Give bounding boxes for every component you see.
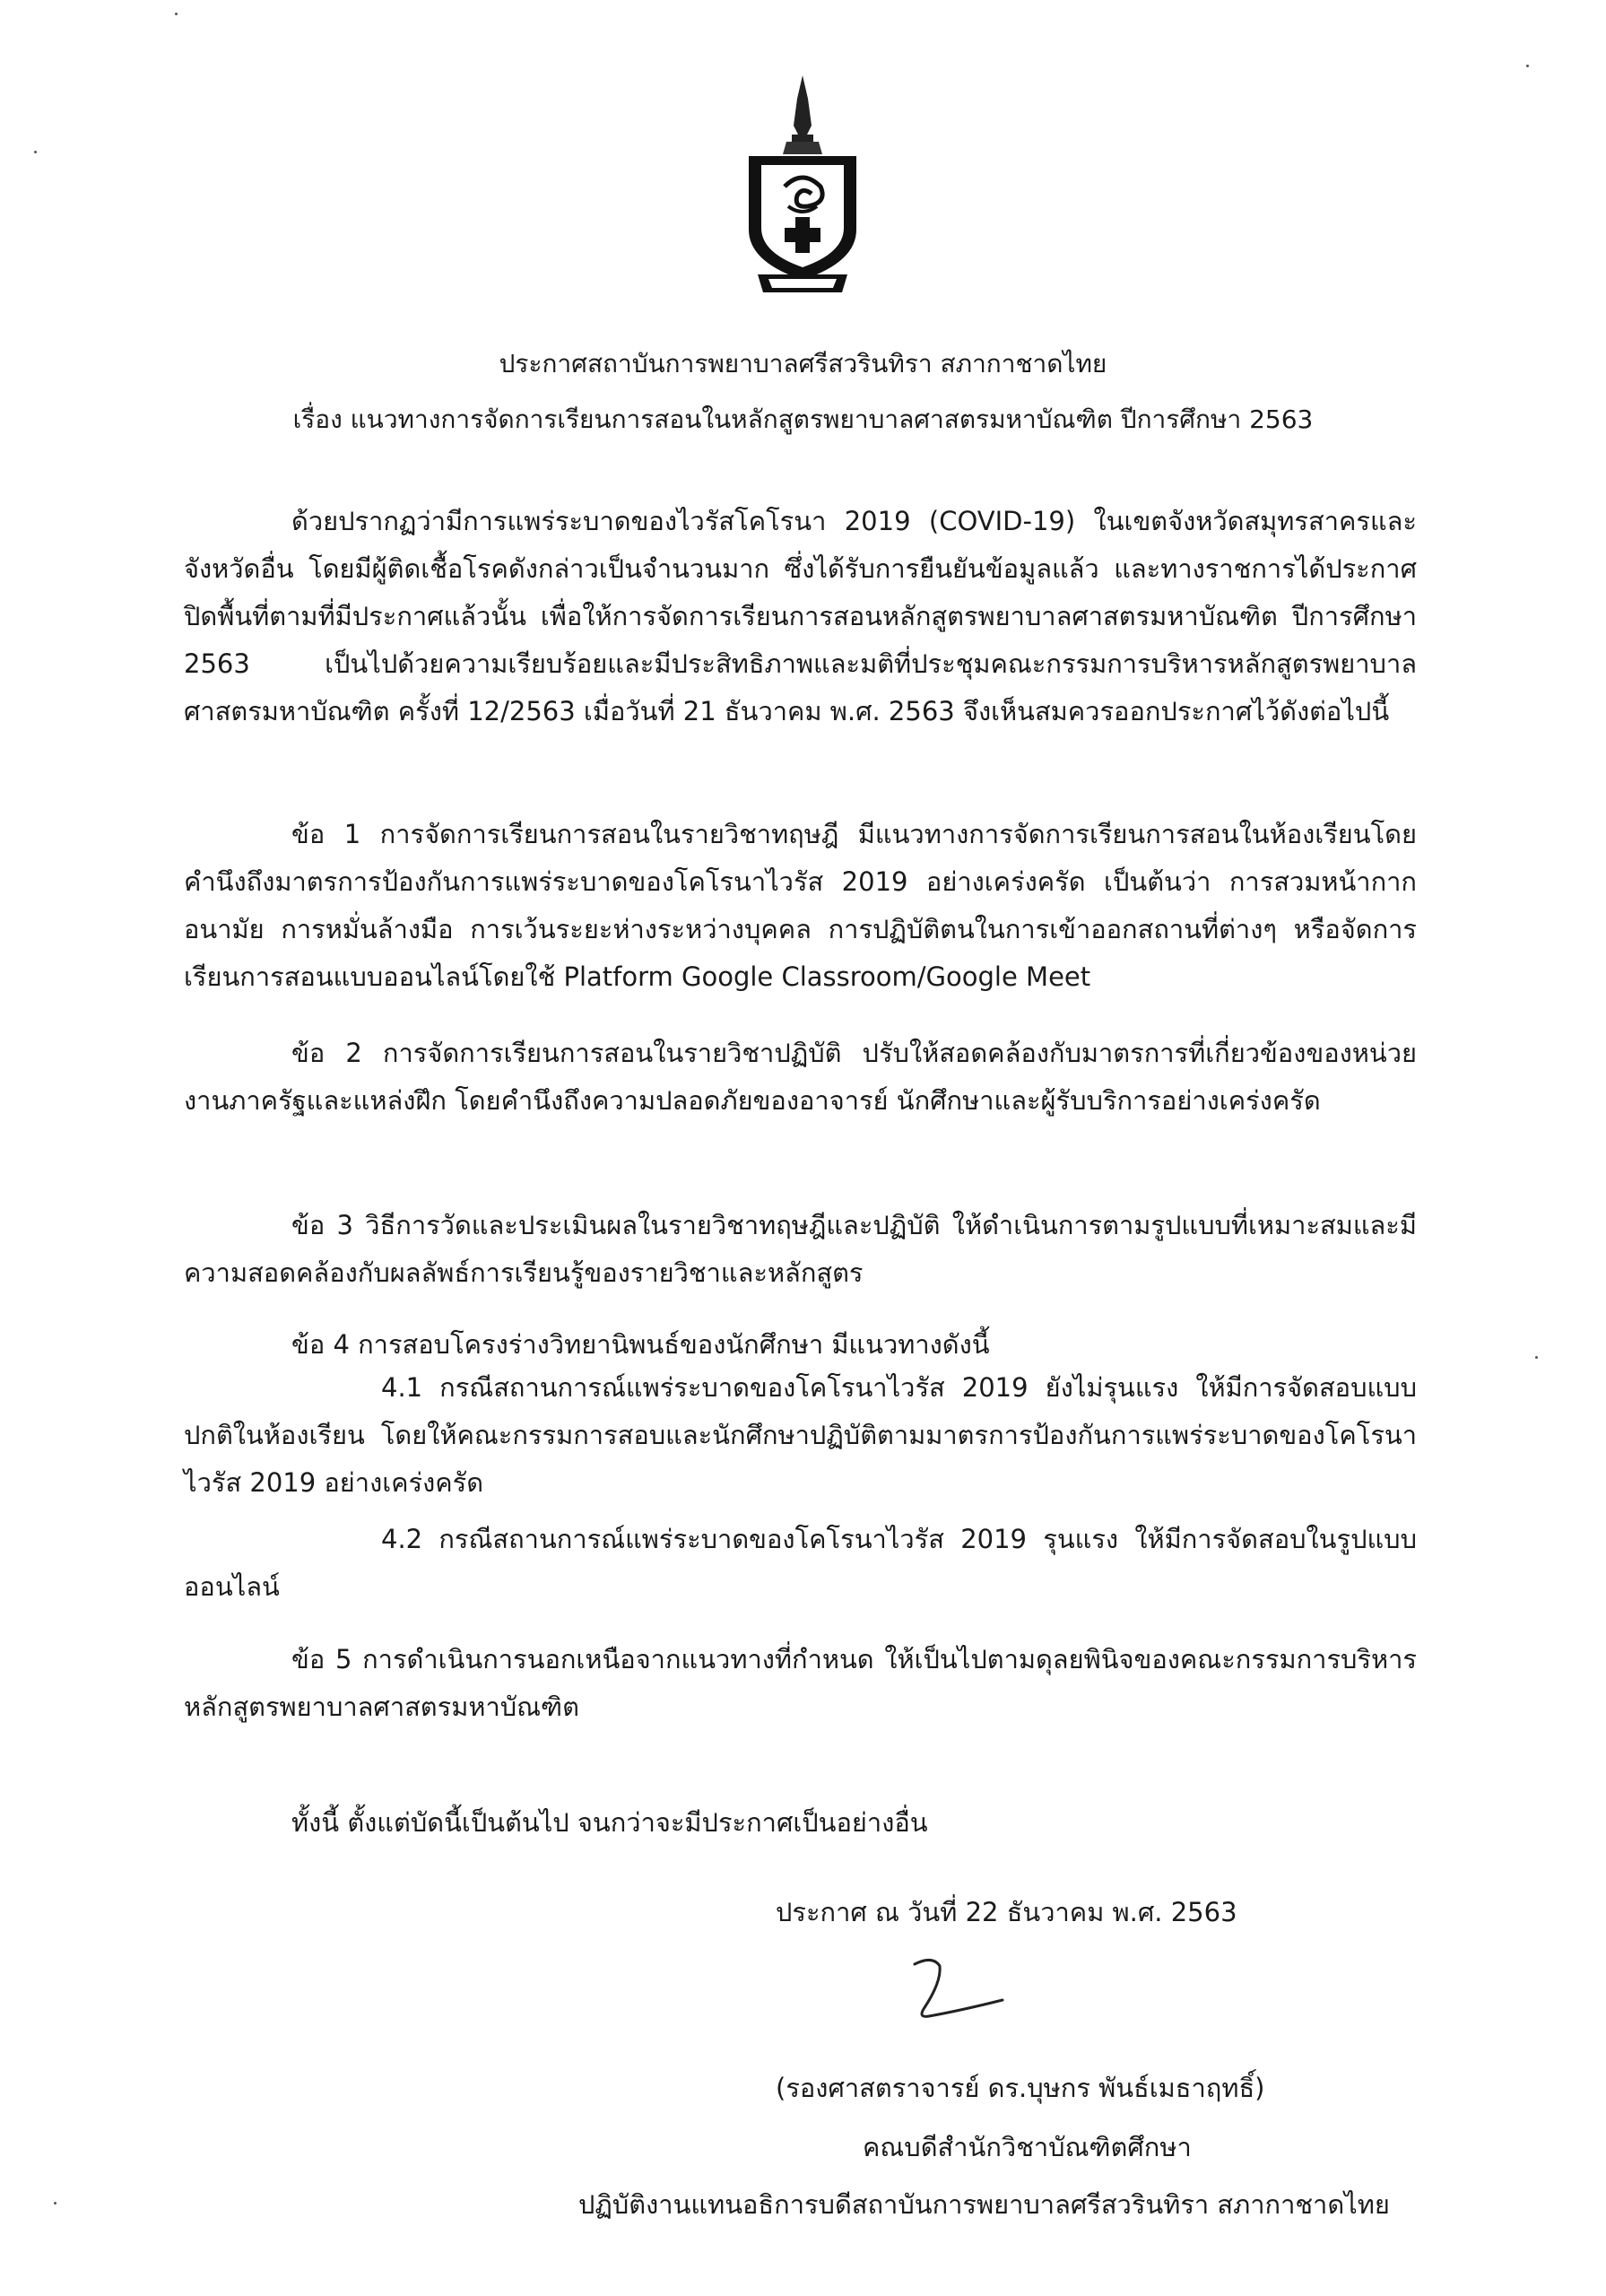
clause-3: ข้อ 3 วิธีการวัดและประเมินผลในรายวิชาทฤษฎีและปฏิบัติ ให้ดำเนินการตามรูปแบบที่เหมาะสมและมีความสอดคล้องกับผลลัพธ์การเรียนรู้ของรายวิชาและหลักสูตร (184, 1210, 1417, 1288)
clause-5: ข้อ 5 การดำเนินการนอกเหนือจากแนวทางที่กำหนด ให้เป็นไปตามดุลยพินิจของคณะกรรมการบริหารหลักสูตรพยาบาลศาสตรมหาบัณฑิต (184, 1644, 1417, 1722)
scan-speck (175, 13, 178, 15)
clause-4-2: 4.2 กรณีสถานการณ์แพร่ระบาดของโคโรนาไวรัส 2019 รุนแรง ให้มีการจัดสอบในรูปแบบออนไลน์ (184, 1524, 1417, 1602)
signature-icon (897, 1946, 1013, 2045)
announcement-title: ประกาศสถาบันการพยาบาลศรีสวรินทิรา สภากาชาดไทย (499, 349, 1107, 378)
announcement-subject: เรื่อง แนวทางการจัดการเรียนการสอนในหลักสูตรพยาบาลศาสตรมหาบัณฑิต ปีการศึกษา 2563 (292, 404, 1314, 434)
institution-emblem-icon (722, 72, 883, 305)
scan-speck (1526, 65, 1529, 67)
scan-speck (54, 2202, 56, 2205)
announcement-date: ประกาศ ณ วันที่ 22 ธันวาคม พ.ศ. 2563 (776, 1897, 1237, 1927)
clause-4: ข้อ 4 การสอบโครงร่างวิทยานิพนธ์ของนักศึกษา มีแนวทางดังนี้ (291, 1329, 990, 1360)
closing-statement: ทั้งนี้ ตั้งแต่บัดนี้เป็นต้นไป จนกว่าจะมีประกาศเป็นอย่างอื่น (291, 1807, 928, 1838)
clause-2: ข้อ 2 การจัดการเรียนการสอนในรายวิชาปฏิบัติ ปรับให้สอดคล้องกับมาตรการที่เกี่ยวข้องของหน่วยงานภาครัฐและแหล่งฝึก โดยคำนึงถึงความปลอดภัยของอาจารย์ นักศึกษาและผู้รับบริการอย่างเคร่งครัด (184, 1038, 1417, 1116)
scan-speck (1535, 1356, 1538, 1359)
clause-4-1: 4.1 กรณีสถานการณ์แพร่ระบาดของโคโรนาไวรัส 2019 ยังไม่รุนแรง ให้มีการจัดสอบแบบปกติในห้องเรียน โดยให้คณะกรรมการสอบและนักศึกษาปฏิบัติตามมาตรการป้องกันการแพร่ระบาดของโคโรนาไวรัส 2019 อย่างเคร่งครัด (184, 1372, 1417, 1498)
signer-acting-position: ปฏิบัติงานแทนอธิการบดีสถาบันการพยาบาลศรีสวรินทิรา สภากาชาดไทย (578, 2189, 1390, 2220)
signer-name: (รองศาสตราจารย์ ดร.บุษกร พันธ์เมธาฤทธิ์) (776, 2073, 1265, 2103)
intro-paragraph: ด้วยปรากฏว่ามีการแพร่ระบาดของไวรัสโคโรนา 2019 (COVID-19) ในเขตจังหวัดสมุทรสาครและจังหวัดอื่น โดยมีผู้ติดเชื้อโรคดังกล่าวเป็นจำนวนมาก ซึ่งได้รับการยืนยันข้อมูลแล้ว และทางราชการได้ประกาศปิดพื้นที่ตามที่มีประกาศแล้วนั้น เพื่อให้การจัดการเรียนการสอนหลักสูตรพยาบาลศาสตรมหาบัณฑิต ปีการศึกษา 2563 เป็นไปด้วยความเรียบร้อยและมีประสิทธิภาพและมติที่ประชุมคณะกรรมการบริหารหลักสูตรพยาบาลศาสตรมหาบัณฑิต ครั้งที่ 12/2563 เมื่อวันที่ 21 ธันวาคม พ.ศ. 2563 จึงเห็นสมควรออกประกาศไว้ดังต่อไปนี้ (184, 506, 1417, 726)
clause-1: ข้อ 1 การจัดการเรียนการสอนในรายวิชาทฤษฎี มีแนวทางการจัดการเรียนการสอนในห้องเรียนโดยคำนึงถึงมาตรการป้องกันการแพร่ระบาดของโคโรนาไวรัส 2019 อย่างเคร่งครัด เป็นต้นว่า การสวมหน้ากากอนามัย การหมั่นล้างมือ การเว้นระยะห่างระหว่างบุคคล การปฏิบัติตนในการเข้าออกสถานที่ต่างๆ หรือจัดการเรียนการสอนแบบออนไลน์โดยใช้ Platform Google Classroom/Google Meet (184, 819, 1417, 992)
scan-speck (34, 151, 37, 153)
signer-position: คณบดีสำนักวิชาบัณฑิตศึกษา (863, 2132, 1192, 2162)
